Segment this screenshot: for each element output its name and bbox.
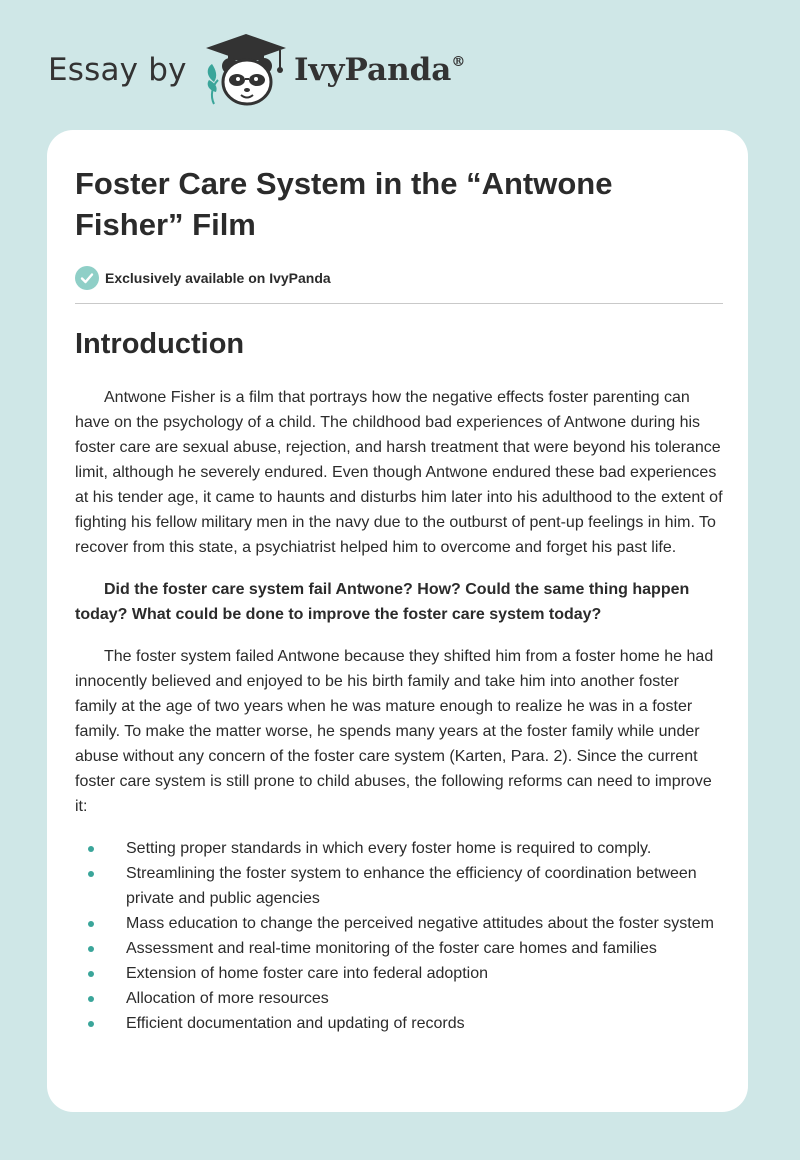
check-icon bbox=[75, 266, 99, 290]
article-body bbox=[75, 385, 725, 1036]
bullet-icon bbox=[88, 996, 94, 1002]
registered-mark: ® bbox=[451, 54, 466, 70]
reforms-list bbox=[75, 836, 725, 1036]
section-heading: Introduction bbox=[75, 328, 245, 360]
exclusive-badge bbox=[75, 265, 331, 291]
question-paragraph: Did the foster care system fail Antwone? How? Could the same thing happen today? What could be done to improve the foster care system today? bbox=[75, 581, 690, 623]
bullet-icon bbox=[88, 971, 94, 977]
list-item: Mass education to change the perceived negative attitudes about the foster system bbox=[75, 911, 725, 936]
list-item: Efficient documentation and updating of records bbox=[75, 1011, 725, 1036]
ivypanda-logo-icon[interactable] bbox=[200, 30, 292, 110]
bullet-icon bbox=[88, 846, 94, 852]
article-card bbox=[47, 130, 748, 1112]
list-item: Allocation of more resources bbox=[75, 986, 725, 1011]
list-item: Extension of home foster care into federal adoption bbox=[75, 961, 725, 986]
bullet-icon bbox=[88, 921, 94, 927]
paragraph: Antwone Fisher is a film that portrays how the negative effects foster parenting can have on the psychology of a child. The childhood bad experiences of Antwone during his foster care are sexual abuse, rejection, and harsh treatment that were beyond his tolerance limit, although he severely endured. Even though Antwone endured these bad experiences at his tender age, it came to haunts and disturbs him later into his adulthood to the extent of fighting his fellow military men in the navy due to the outburst of pent-up feelings in him. To recover from this state, a psychiatrist helped him to overcome and forget his past life. bbox=[75, 389, 723, 556]
bullet-icon bbox=[88, 946, 94, 952]
site-header bbox=[0, 0, 800, 130]
list-item: Assessment and real-time monitoring of the foster care homes and families bbox=[75, 936, 725, 961]
page-title: Foster Care System in the “Antwone Fisher” Film bbox=[75, 166, 613, 242]
divider bbox=[75, 303, 723, 304]
list-item: Setting proper standards in which every foster home is required to comply. bbox=[75, 836, 725, 861]
exclusive-text: Exclusively available on IvyPanda bbox=[105, 270, 331, 286]
list-item: Streamlining the foster system to enhance the efficiency of coordination between private and public agencies bbox=[75, 861, 725, 911]
paragraph: The foster system failed Antwone because they shifted him from a foster home he had innocently believed and enjoyed to be his birth family and take him into another foster family at the age of two years when he was mature enough to realize he was in a foster family. To make the matter worse, he spends many years at the foster family while under abuse without any concern of the foster care system (Karten, Para. 2). Since the current foster care system is still prone to child abuses, the following reforms can need to improve it: bbox=[75, 648, 714, 815]
essay-by-label: Essay by bbox=[48, 52, 187, 88]
brand-name[interactable]: IvyPanda® bbox=[294, 52, 466, 88]
bullet-icon bbox=[88, 871, 94, 877]
bullet-icon bbox=[88, 1021, 94, 1027]
